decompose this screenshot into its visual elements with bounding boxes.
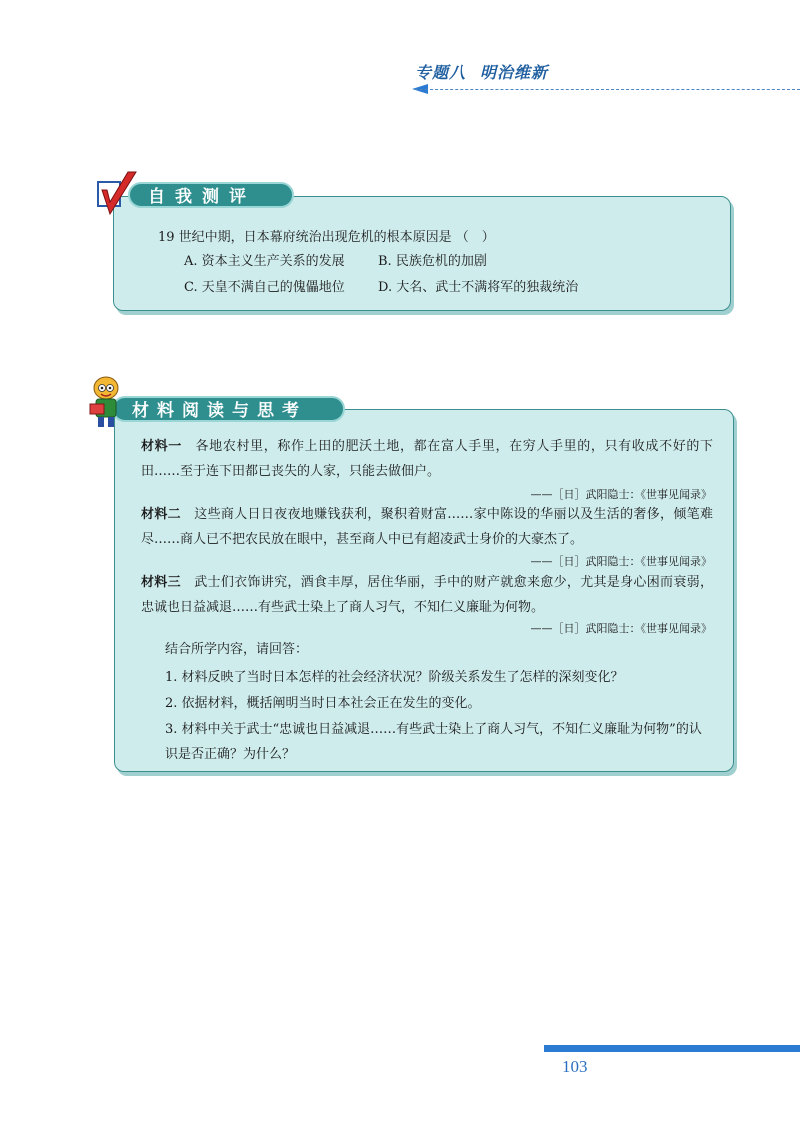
option-c[interactable]: C. 天皇不满自己的傀儡地位 bbox=[184, 280, 345, 295]
material-2-source: ——［日］武阳隐士：《世事见闻录》 bbox=[530, 555, 712, 568]
checkmark-icon bbox=[96, 168, 142, 220]
material-3 bbox=[141, 570, 713, 620]
material-1 bbox=[141, 434, 713, 484]
mascot-icon bbox=[86, 374, 128, 430]
material-3-label: 材料三 bbox=[141, 575, 181, 590]
reading-tab: 材料阅读与思考 bbox=[112, 396, 345, 422]
header-divider bbox=[415, 89, 800, 90]
chapter-title: 明治维新 bbox=[480, 63, 549, 82]
material-2-label: 材料二 bbox=[141, 507, 181, 522]
chapter-section: 专题八 bbox=[415, 63, 467, 82]
material-1-label: 材料一 bbox=[141, 439, 182, 454]
material-1-text: 各地农村里，称作上田的肥沃土地，都在富人手里，在穷人手里的，只有收成不好的下田……至于连下田都已丧失的人家，只能去做佃户。 bbox=[141, 439, 713, 479]
self-test-tab: 自我测评 bbox=[128, 182, 294, 208]
question-prompt: 结合所学内容，请回答： bbox=[165, 642, 309, 657]
material-2 bbox=[141, 502, 713, 552]
option-d[interactable]: D. 大名、武士不满将军的独裁统治 bbox=[378, 280, 579, 295]
option-a[interactable]: A. 资本主义生产关系的发展 bbox=[184, 254, 345, 269]
option-b[interactable]: B. 民族危机的加剧 bbox=[378, 254, 487, 269]
question-2: 2. 依据材料，概括阐明当时日本社会正在发生的变化。 bbox=[165, 696, 481, 711]
question-stem: 19 世纪中期，日本幕府统治出现危机的根本原因是 （ ） bbox=[158, 230, 495, 245]
chapter-heading bbox=[415, 60, 548, 83]
page-number: 103 bbox=[562, 1057, 588, 1076]
material-3-source: ——［日］武阳隐士：《世事见闻录》 bbox=[530, 622, 712, 635]
question-1: 1. 材料反映了当时日本怎样的社会经济状况？阶级关系发生了怎样的深刻变化？ bbox=[165, 670, 624, 685]
material-1-source: ——［日］武阳隐士：《世事见闻录》 bbox=[530, 488, 712, 501]
question-3: 3. 材料中关于武士“忠诚也日益减退……有些武士染上了商人习气，不知仁义廉耻为何物”的认识是否正确？为什么？ bbox=[165, 722, 702, 762]
material-3-text: 武士们衣饰讲究，酒食丰厚，居住华丽，手中的财产就愈来愈少，尤其是身心困而衰弱，忠诚也日益减退……有些武士染上了商人习气，不知仁义廉耻为何物。 bbox=[141, 575, 713, 615]
material-2-text: 这些商人日日夜夜地赚钱获利，聚积着财富……家中陈设的华丽以及生活的奢侈，倾笔难尽……商人已不把农民放在眼中，甚至商人中已有超凌武士身价的大豪杰了。 bbox=[141, 507, 713, 547]
footer-bar bbox=[544, 1045, 800, 1052]
